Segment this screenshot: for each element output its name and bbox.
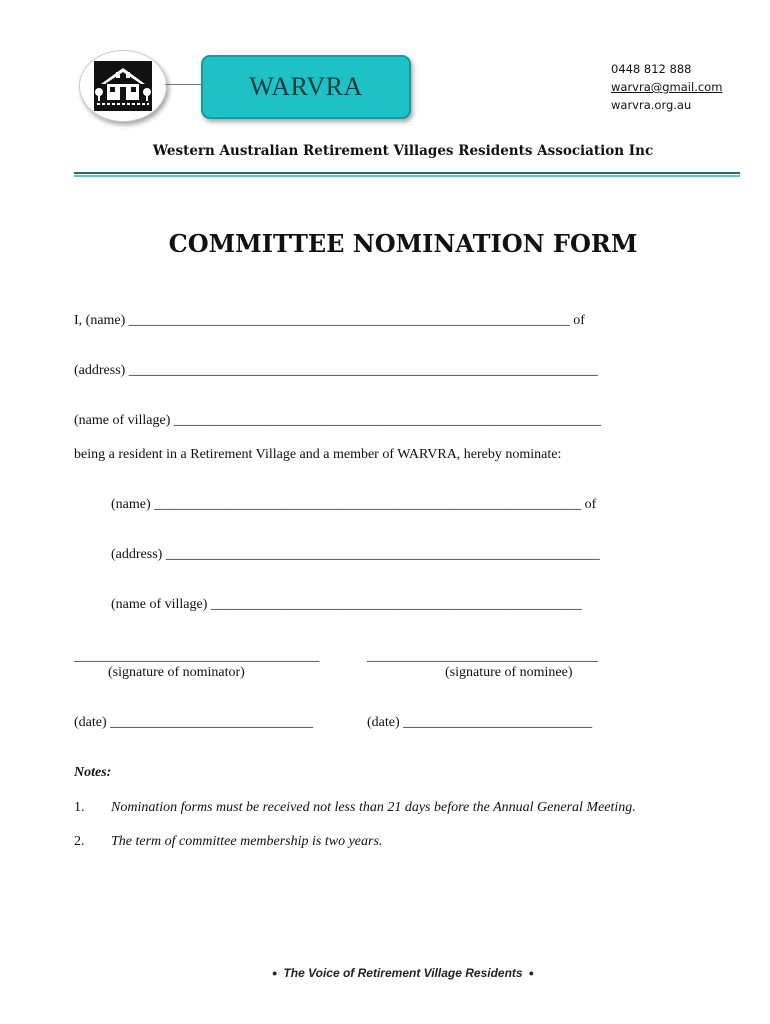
nominator-signature-field[interactable]: ___________________________________ (74, 649, 319, 664)
note-text: The term of committee membership is two years. (111, 834, 383, 849)
note-text: Nomination forms must be received not less than 21 days before the Annual General Meeting. (111, 800, 636, 815)
bullet-icon: ● (528, 968, 535, 978)
nominee-date-field[interactable]: (date) ___________________________ (367, 715, 593, 730)
tagline-text: The Voice of Retirement Village Residents (283, 966, 523, 980)
nominee-address-field[interactable]: (address) ______________________________________________________________ (111, 547, 600, 562)
contact-phone: 0448 812 888 (611, 62, 692, 76)
footer-tagline (0, 966, 770, 980)
brand-logo-box (201, 55, 411, 119)
nominee-name-field[interactable]: (name) _____________________________________________________________ of (111, 497, 597, 512)
notes-heading: Notes: (74, 765, 112, 780)
signature-nominee-label: (signature of nominee) (445, 665, 573, 680)
nominator-name-field[interactable]: I, (name) _______________________________________________________________ of (74, 313, 585, 328)
nominator-address-field[interactable]: (address) ___________________________________________________________________ (74, 363, 598, 378)
signature-nominator-label: (signature of nominator) (108, 665, 245, 680)
nominator-village-field[interactable]: (name of village) _____________________________________________________________ (74, 413, 601, 428)
organization-name: Western Australian Retirement Villages Residents Association Inc (152, 143, 654, 159)
nominator-date-field[interactable]: (date) _____________________________ (74, 715, 314, 730)
form-title: COMMITTEE NOMINATION FORM (168, 229, 638, 258)
nominee-village-field[interactable]: (name of village) _____________________________________________________ (111, 597, 582, 612)
contact-website: warvra.org.au (611, 98, 692, 112)
nominee-signature-field[interactable]: _________________________________ (367, 649, 598, 664)
logo (79, 50, 167, 122)
header-divider-accent (74, 175, 740, 177)
house-icon (93, 60, 153, 112)
brand-name: WARVRA (249, 72, 363, 101)
note-number: 2. (74, 834, 85, 849)
note-number: 1. (74, 800, 85, 815)
bullet-icon: ● (271, 968, 278, 978)
contact-email-link[interactable]: warvra@gmail.com (611, 80, 723, 94)
logo-connector (165, 84, 202, 85)
nomination-statement: being a resident in a Retirement Village and a member of WARVRA, hereby nominate: (74, 447, 562, 462)
header-divider (74, 172, 740, 174)
